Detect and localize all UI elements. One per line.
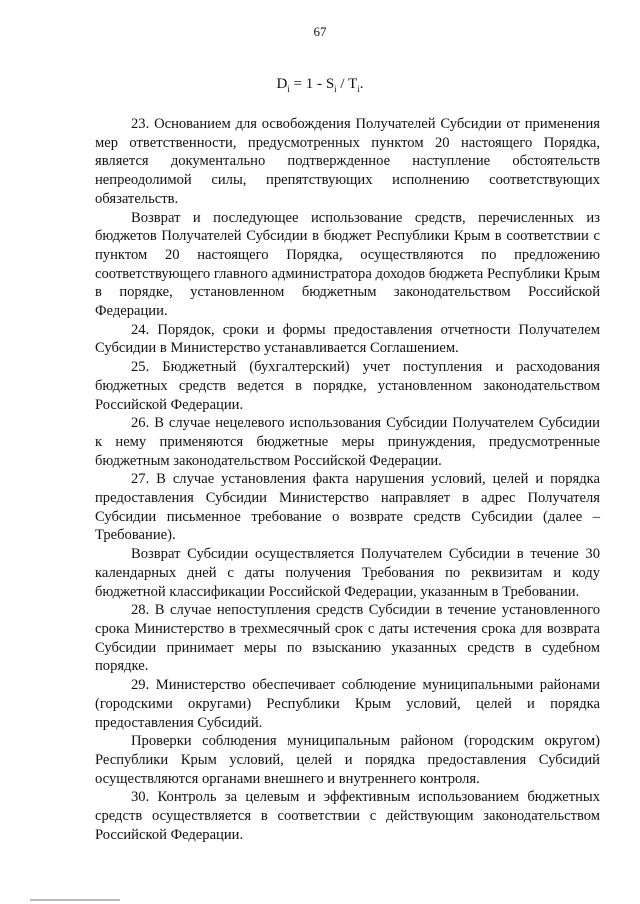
paragraph-27: 27. В случае установления факта нарушения условий, целей и порядка предоставления Субсидии Министерство направляет в адрес Получателя Субсидии письменное требование о возврате средств Субсидии (далее – Требование). — [95, 471, 600, 544]
paragraph-23-refund: Возврат и последующее использование средств, перечисленных из бюджетов Получателей Субсидии в бюджет Республики Крым в соответствии с пунктом 20 настоящего Порядка, осуществляются по предложению соответствующего главного администратора доходов бюджета Республики Крым в порядке, установленном бюджетным законодательством Российской Федерации. — [95, 209, 600, 320]
paragraph-30: 30. Контроль за целевым и эффективным использованием бюджетных средств осуществляется в соответствии с действующим законодательством Российской Федерации. — [95, 789, 600, 843]
formula — [0, 76, 640, 94]
formula-t-var: T — [348, 76, 358, 92]
paragraph-23: 23. Основанием для освобождения Получателей Субсидии от применения мер ответственности, предусмотренных пунктом 20 настоящего Порядка, является документально подтвержденное наступление обстоятельств непреодолимой силы, препятствующих исполнению соответствующих обязательств. — [95, 116, 600, 207]
formula-equals: = 1 - — [289, 76, 326, 92]
paragraph-27-refund: Возврат Субсидии осуществляется Получателем Субсидии в течение 30 календарных дней с даты получения Требования по реквизитам и коду бюджетной классификации Российской Федерации, указанным в Требовании. — [95, 546, 600, 600]
paragraph-29: 29. Министерство обеспечивает соблюдение муниципальными районами (городскими округами) Республики Крым условий, целей и порядка предоставления Субсидий. — [95, 677, 600, 731]
formula-t-sub: i — [357, 84, 360, 94]
paragraph-25: 25. Бюджетный (бухгалтерский) учет поступления и расходования бюджетных средств ведется в порядке, установленном законодательством Российской Федерации. — [95, 359, 600, 413]
formula-s-sub: i — [334, 84, 337, 94]
page-number: 67 — [313, 24, 327, 39]
footer-scan-mark — [30, 899, 120, 901]
formula-slash: / — [336, 76, 349, 92]
paragraph-29-checks: Проверки соблюдения муниципальным районом (городским округом) Республики Крым условий, целей и порядка предоставления Субсидий осуществляются органами внешнего и внутреннего контроля. — [95, 733, 600, 787]
paragraph-24: 24. Порядок, сроки и формы предоставления отчетности Получателем Субсидии в Министерство устанавливается Соглашением. — [95, 321, 600, 357]
document-body — [95, 115, 600, 844]
paragraph-26: 26. В случае нецелевого использования Субсидии Получателем Субсидии к нему применяются бюджетные меры принуждения, предусмотренные бюджетным законодательством Российской Федерации. — [95, 415, 600, 469]
formula-d-var: D — [276, 76, 288, 92]
formula-d-sub: i — [287, 84, 290, 94]
paragraph-28: 28. В случае непоступления средств Субсидии в течение установленного срока Министерство в трехмесячный срок с даты истечения срока для возврата Субсидии принимает меры по взысканию указанных средств в судебном порядке. — [95, 602, 600, 675]
formula-s-var: S — [325, 76, 335, 92]
formula-end: . — [359, 76, 364, 92]
